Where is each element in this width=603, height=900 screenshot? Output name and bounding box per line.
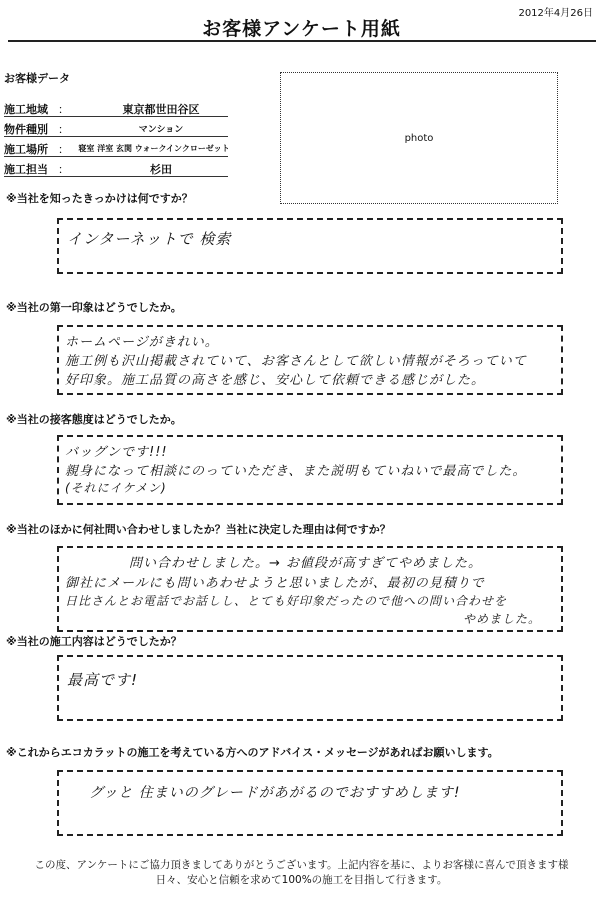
question-2: ※当社の第一印象はどうでしたか。	[6, 301, 182, 314]
answer-3-line-1: バッグンです!!!	[65, 445, 168, 460]
info-row-area	[4, 99, 228, 117]
answer-box-1	[57, 218, 563, 274]
answer-4-line-3: 日比さんとお電話でお話しし、とても好印象だったので他への問い合わせを	[65, 594, 508, 608]
info-row-property-type	[4, 119, 228, 137]
page-title: お客様アンケート用紙	[202, 18, 401, 40]
question-1: ※当社を知ったきっかけは何ですか？	[6, 192, 193, 205]
info-key: 施工地域	[4, 103, 48, 116]
question-6: ※これからエコカラットの施工を考えている方へのアドバイス・メッセージがあればお願いします。	[6, 746, 499, 759]
info-key: 物件種別	[4, 123, 48, 136]
answer-4-line-4: やめました。	[463, 612, 542, 626]
answer-2-line-3: 好印象。施工品質の高さを感じ、安心して依頼できる感じがした。	[65, 373, 486, 388]
info-colon: ：	[58, 143, 69, 156]
answer-box-4	[57, 546, 563, 632]
info-value: 東京都世田谷区	[122, 103, 200, 116]
answer-box-3	[57, 435, 563, 505]
answer-2-line-2: 施工例も沢山掲載されていて、お客さんとして欲しい情報がそろっていて	[65, 354, 527, 369]
question-3: ※当社の接客態度はどうでしたか。	[6, 413, 182, 426]
info-row-staff	[4, 159, 228, 177]
answer-2-line-1: ホームページがきれい。	[65, 335, 219, 350]
customer-data-heading: お客様データ	[4, 72, 70, 85]
info-value: 杉田	[150, 163, 172, 176]
question-5: ※当社の施工内容はどうでしたか？	[6, 635, 182, 648]
footer-line-1: この度、アンケートにご協力頂きましてありがとうございます。上記内容を基に、よりお客様に喜んで頂きます様	[34, 859, 569, 871]
info-key: 施工場所	[4, 143, 48, 156]
survey-date: 2012年4月26日	[518, 8, 593, 19]
photo-placeholder	[280, 72, 558, 204]
info-colon: ：	[58, 163, 69, 176]
info-colon: ：	[58, 123, 69, 136]
footer-line-2: 日々、安心と信頼を求めて100%の施工を目指して行きます。	[155, 874, 448, 886]
title-underline	[8, 40, 596, 42]
info-colon: ：	[58, 103, 69, 116]
answer-4-line-1: 問い合わせしました。→ お値段が高すぎてやめました。	[129, 556, 483, 571]
answer-box-2	[57, 325, 563, 395]
info-value: マンション	[138, 125, 184, 135]
info-value: 寝室 洋室 玄関 ウォークインクローゼット	[78, 144, 230, 153]
answer-5-line-1: 最高です!	[67, 671, 139, 689]
answer-box-6	[57, 770, 563, 836]
answer-4-line-2: 御社にメールにも問いあわせようと思いましたが、最初の見積りで	[65, 576, 485, 591]
answer-3-line-2: 親身になって相談にのっていただき、また説明もていねいで最高でした。	[65, 464, 527, 479]
photo-label: photo	[404, 133, 434, 144]
answer-6-line-1: グッと 住まいのグレードがあがるのでおすすめします!	[89, 785, 461, 801]
info-key: 施工担当	[4, 163, 48, 176]
question-4: ※当社のほかに何社問い合わせしましたか？当社に決定した理由は何ですか？	[6, 523, 391, 536]
answer-3-line-3: (それにイケメン)	[65, 481, 167, 495]
info-row-location	[4, 139, 228, 157]
answer-1-line-1: インターネットで 検索	[67, 230, 232, 248]
answer-box-5	[57, 655, 563, 721]
